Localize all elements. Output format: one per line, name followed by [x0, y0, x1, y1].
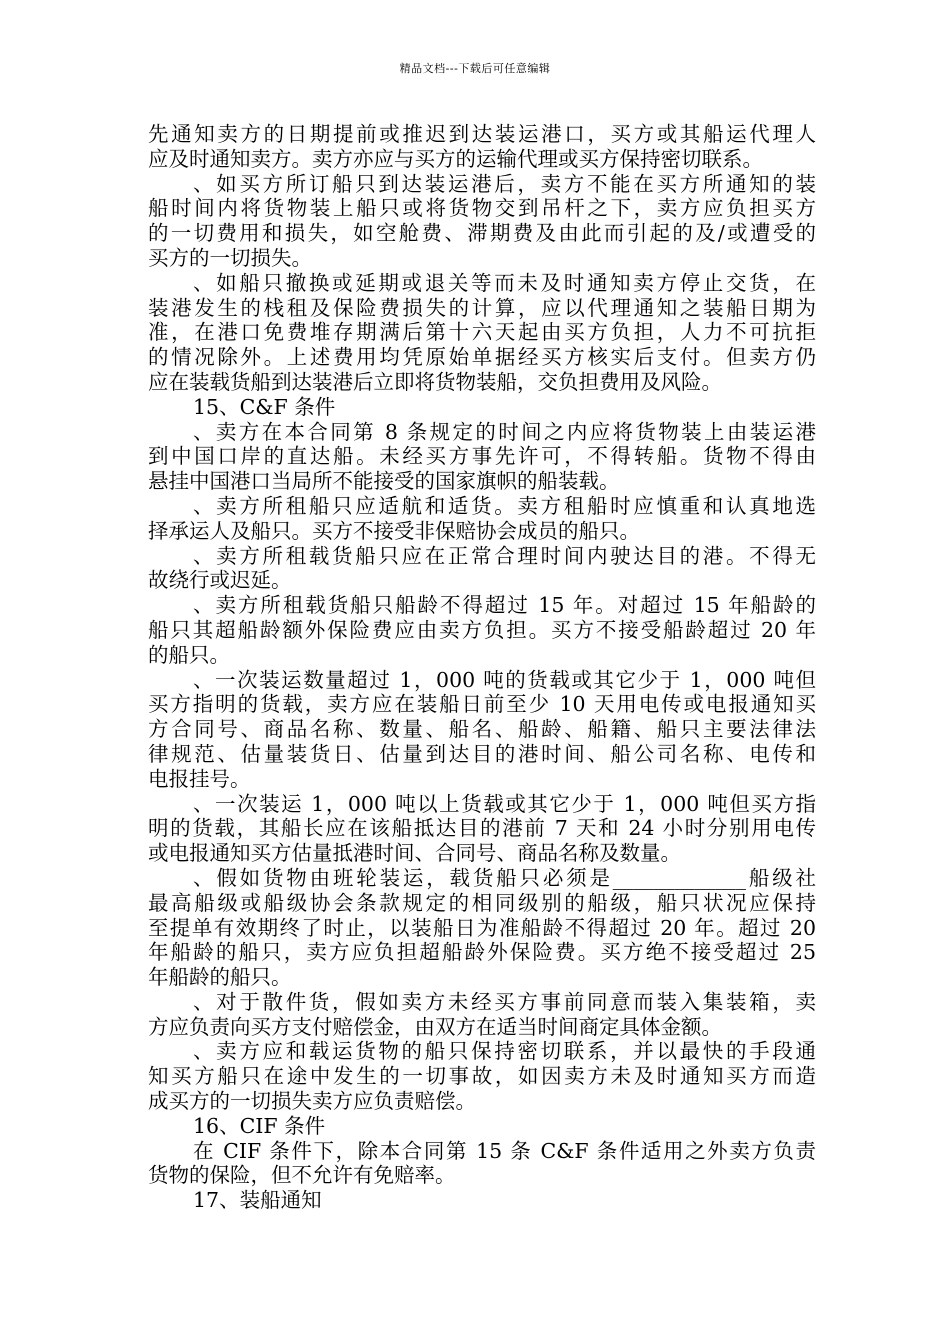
- paragraph: [148, 792, 816, 866]
- text-line: 的船只。: [148, 642, 230, 667]
- page-header: 精品文档---下载后可任意编辑: [399, 62, 551, 75]
- paragraph: [148, 544, 816, 594]
- text-line: 电报挂号。: [148, 766, 251, 791]
- text-line: 应及时通知卖方。卖方亦应与买方的运输代理或买方保持密切联系。: [148, 146, 763, 171]
- text-line: 、卖方所租船只应适航和适货。卖方租船时应慎重和认真地选: [193, 493, 816, 518]
- text-line: 至提单有效期终了时止，以装船日为准船龄不得超过 20 年。超过 20: [148, 915, 816, 940]
- text-line: 、卖方在本合同第 8 条规定的时间之内应将货物装上由装运港: [193, 419, 816, 444]
- paragraph: [148, 271, 816, 395]
- paragraph: [148, 990, 816, 1040]
- text-line: 在 CIF 条件下，除本合同第 15 条 C&F 条件适用之外卖方负责: [193, 1138, 816, 1163]
- text-line: 故绕行或迟延。: [148, 568, 292, 593]
- text-line: 17、装船通知: [193, 1188, 322, 1213]
- section-heading: [148, 1188, 816, 1213]
- text-line: 买方的一切损失。: [148, 245, 312, 270]
- text-line: 悬挂中国港口当局所不能接受的国家旗帜的船装载。: [148, 469, 620, 494]
- text-line: 、一次装运 1，000 吨以上货载或其它少于 1，000 吨但买方指: [193, 791, 816, 816]
- text-line: 15、C&F 条件: [193, 394, 336, 419]
- text-line: 律规范、估量装货日、估量到达目的港时间、船公司名称、电传和: [148, 741, 816, 766]
- text-line: 到中国口岸的直达船。未经买方事先许可，不得转船。货物不得由: [148, 444, 816, 469]
- text-line: 明的货载，其船长应在该船抵达目的港前 7 天和 24 小时分别用电传: [148, 816, 816, 841]
- text-line: 、对于散件货，假如卖方未经买方事前同意而装入集装箱，卖: [193, 989, 816, 1014]
- text-line: 知买方船只在途中发生的一切事故，如因卖方未及时通知买方而造: [148, 1064, 816, 1089]
- text-line: 方应负责向买方支付赔偿金，由双方在适当时间商定具体金额。: [148, 1014, 722, 1039]
- paragraph: [148, 1139, 816, 1189]
- text-line: 、一次装运数量超过 1，000 吨的货载或其它少于 1，000 吨但: [193, 667, 816, 692]
- text-line: 方合同号、商品名称、数量、船名、船龄、船籍、船只主要法律法: [148, 717, 816, 742]
- text-line: 、卖方所租载货船只船龄不得超过 15 年。对超过 15 年船龄的: [193, 593, 816, 618]
- text-line: 的一切费用和损失，如空舱费、滞期费及由此而引起的及/或遭受的: [148, 221, 816, 246]
- text-line: 或电报通知买方估量抵港时间、合同号、商品名称及数量。: [148, 841, 681, 866]
- text-line: 的情况除外。上述费用均凭原始单据经买方核实后支付。但卖方仍: [148, 345, 816, 370]
- text-line: 应在装载货船到达装港后立即将货物装船，交负担费用及风险。: [148, 369, 722, 394]
- text-line: 买方指明的货载，卖方应在装船日前至少 10 天用电传或电报通知买: [148, 692, 816, 717]
- document-body: [148, 122, 816, 1213]
- paragraph: [148, 172, 816, 271]
- text-line: 、卖方所租载货船只应在正常合理时间内驶达目的港。不得无: [193, 543, 816, 568]
- section-heading: [148, 395, 816, 420]
- text-line: 、假如货物由班轮装运，载货船只必须是_____________船级社: [193, 865, 816, 890]
- text-line: 择承运人及船只。买方不接受非保赔协会成员的船只。: [148, 518, 640, 543]
- section-heading: [148, 1114, 816, 1139]
- text-line: 准，在港口免费堆存期满后第十六天起由买方负担，人力不可抗拒: [148, 320, 816, 345]
- text-line: 货物的保险，但不允许有免赔率。: [148, 1163, 456, 1188]
- text-line: 先通知卖方的日期提前或推迟到达装运港口，买方或其船运代理人: [148, 122, 816, 146]
- text-line: 16、CIF 条件: [193, 1113, 326, 1138]
- paragraph: [148, 122, 816, 172]
- paragraph: [148, 593, 816, 667]
- text-line: 最高船级或船级协会条款规定的相同级别的船级，船只状况应保持: [148, 890, 816, 915]
- text-line: 、如买方所订船只到达装运港后，卖方不能在买方所通知的装: [193, 171, 816, 196]
- text-line: 、如船只撤换或延期或退关等而未及时通知卖方停止交货，在: [193, 270, 816, 295]
- text-line: 成买方的一切损失卖方应负责赔偿。: [148, 1089, 476, 1114]
- paragraph: [148, 668, 816, 792]
- paragraph: [148, 420, 816, 494]
- text-line: 、卖方应和载运货物的船只保持密切联系，并以最快的手段通: [193, 1039, 816, 1064]
- text-line: 船只其超船龄额外保险费应由卖方负担。买方不接受船龄超过 20 年: [148, 617, 816, 642]
- paragraph: [148, 866, 816, 990]
- paragraph: [148, 1039, 816, 1113]
- paragraph: [148, 494, 816, 544]
- text-line: 船时间内将货物装上船只或将货物交到吊杆之下，卖方应负担买方: [148, 196, 816, 221]
- text-line: 年船龄的船只，卖方应负担超船龄外保险费。买方绝不接受超过 25: [148, 940, 816, 965]
- text-line: 装港发生的栈租及保险费损失的计算，应以代理通知之装船日期为: [148, 295, 816, 320]
- text-line: 年船龄的船只。: [148, 965, 292, 990]
